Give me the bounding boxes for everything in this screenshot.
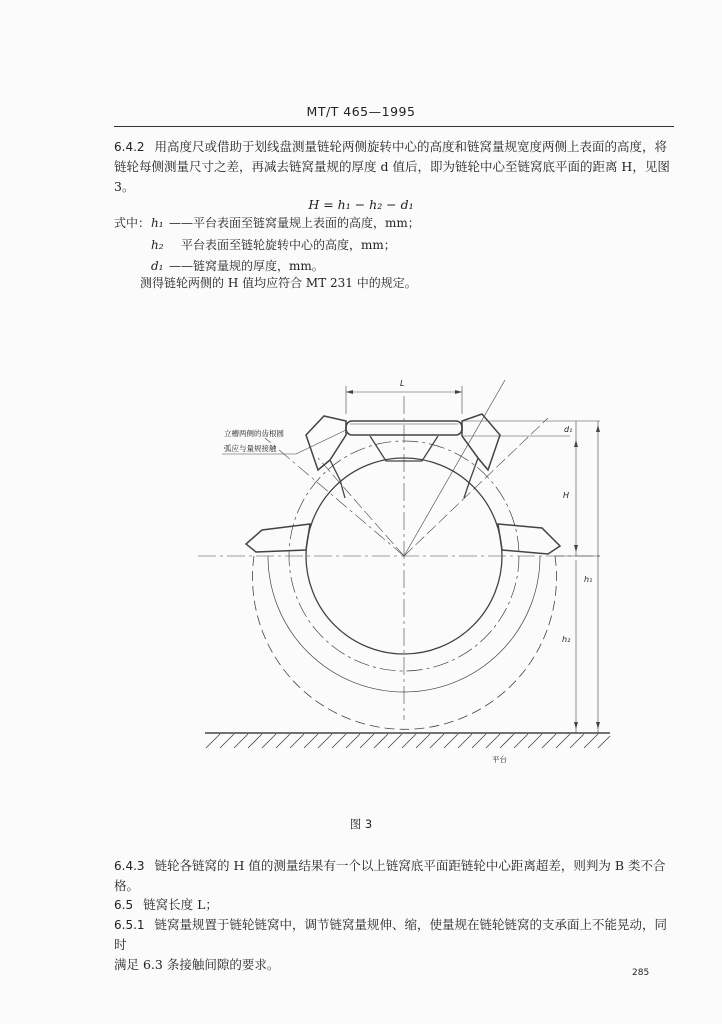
radial-dashed-line (318, 458, 404, 556)
requirement-note: 测得链轮两侧的 H 值均应符合 MT 231 中的规定。 (140, 276, 417, 290)
outer-tip-circle (253, 556, 557, 729)
section-number: 6.4.3 (114, 859, 145, 873)
section-number: 6.4.2 (114, 140, 145, 154)
section-text-line: 格。 (114, 878, 140, 893)
section-text-line: 链窝量规置于链轮链窝中，调节链窝量规伸、缩，使量规在链轮链窝的支承面上不能晃动，同时 (114, 917, 668, 952)
callout-text-line2: 弧应与量规接触 (224, 444, 277, 453)
section-6-5-1 (114, 915, 674, 975)
dimension-label-h1: h₁ (584, 575, 593, 584)
dimension-label-h2: h₂ (562, 635, 571, 644)
section-number: 6.5 (114, 898, 134, 912)
radial-line (404, 380, 505, 556)
section-text-line: 用高度尺或借助于划线盘测量链轮两侧旋转中心的高度和链窝量规宽度两侧上表面的高度，将 (154, 139, 668, 154)
definition-text: ——平台表面至链窝量规上表面的高度，mm； (169, 216, 420, 230)
page-header-standard-code: MT/T 465—1995 (306, 104, 416, 119)
callout-text-line1: 立槽两侧的齿根圆 (224, 429, 284, 438)
definitions-lead: 式中： (114, 216, 151, 230)
platform-label: 平台 (492, 755, 507, 764)
section-text-line: 满足 6.3 条接触间隙的要求。 (114, 957, 280, 972)
page-number: 285 (632, 968, 650, 978)
definition-text: ——链窝量规的厚度，mm。 (169, 259, 324, 273)
figure-caption: 图 3 (349, 817, 373, 831)
definition-symbol: d₁ (151, 259, 164, 273)
definition-text: 平台表面至链轮旋转中心的高度，mm； (169, 237, 396, 252)
section-6-5 (114, 895, 674, 915)
sprocket-tooth (498, 524, 560, 554)
callout-leader (296, 430, 346, 454)
radial-dashed-line (404, 418, 548, 556)
definition-symbol: h₁ (151, 216, 164, 230)
section-number: 6.5.1 (114, 918, 145, 932)
sprocket-tooth (246, 524, 310, 552)
dimension-label-H: H (563, 491, 570, 500)
section-text-line: 链轮各链窝的 H 值的测量结果有一个以上链窝底平面距链轮中心距离超差，则判为 B 类不合 (154, 858, 666, 873)
dimension-label-L: L (400, 379, 405, 388)
dimension-label-d1: d₁ (564, 425, 573, 434)
sprocket-tooth (306, 416, 346, 470)
definition-symbol: h₂ (151, 237, 164, 252)
platform-hatching (206, 734, 610, 748)
formula-H: H = h₁ − h₂ − d₁ (308, 197, 414, 212)
section-heading: 链窝长度 L； (143, 897, 218, 912)
section-6-4-3 (114, 856, 674, 896)
section-text-line: 链轮每侧测量尺寸之差，再减去链窝量规的厚度 d 值后，即为链轮中心至链窝底平面的距离 H，见图 3。 (114, 159, 670, 194)
